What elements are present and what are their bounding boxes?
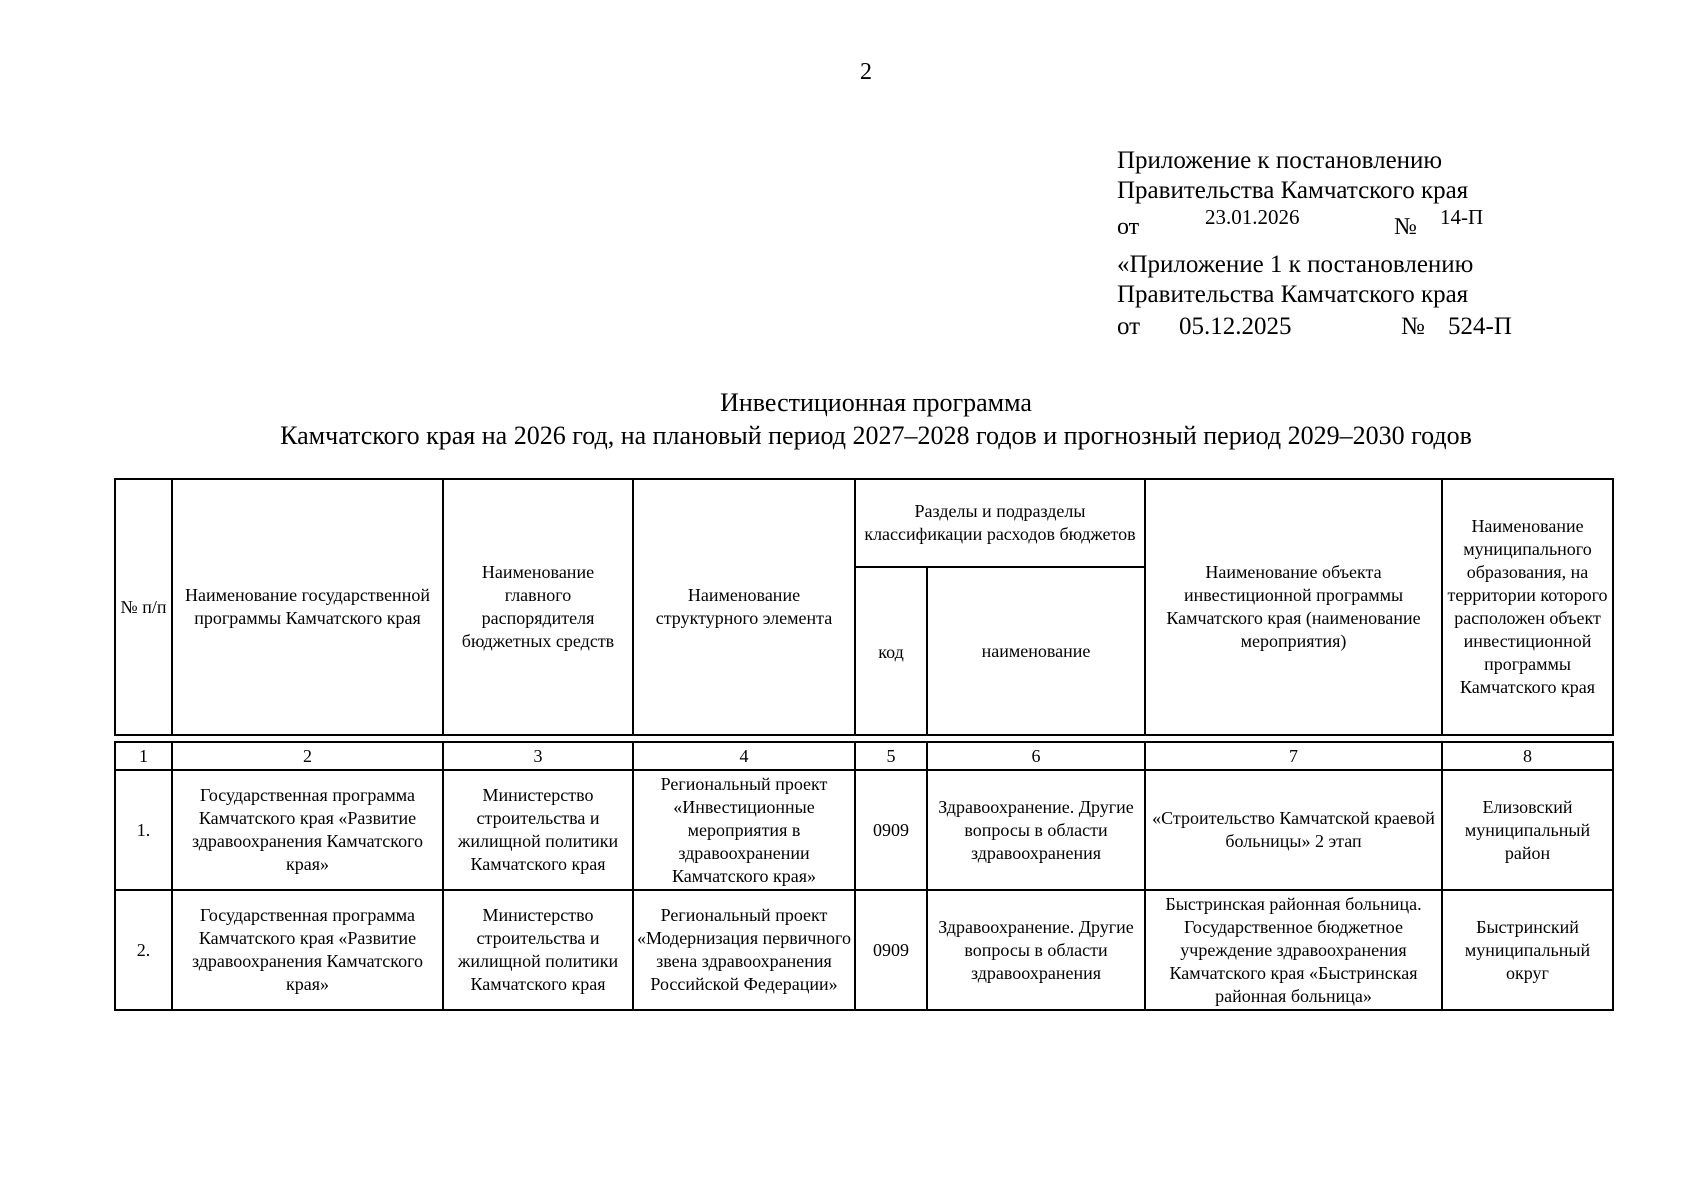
appendix-current-number-label: № [1394, 214, 1417, 240]
column-number: 4 [633, 742, 855, 770]
column-number: 2 [172, 742, 443, 770]
row-num: 1. [115, 770, 172, 890]
header-municipality: Наименование муниципального образования, на территории которого расположен объект инвестиционной программы Камчатского края [1442, 479, 1613, 735]
table-header [114, 478, 1614, 736]
row-municipality: Елизовский муниципальный район [1442, 770, 1613, 890]
header-element: Наименование структурного элемента [633, 479, 855, 735]
header-section-name: наименование [927, 567, 1145, 735]
row-code: 0909 [855, 890, 927, 1010]
row-element: Региональный проект «Инвестиционные мероприятия в здравоохранении Камчатского края» [633, 770, 855, 890]
appendix-previous-block [1117, 250, 1537, 344]
appendix-previous-date: 05.12.2025 [1179, 313, 1292, 340]
appendix-previous-number-label: № [1401, 313, 1425, 340]
row-object: «Строительство Камчатской краевой больницы» 2 этап [1145, 770, 1442, 890]
appendix-current-line2: Правительства Камчатского края [1117, 177, 1469, 204]
page-number: 2 [860, 59, 872, 85]
row-program: Государственная программа Камчатского края «Развитие здравоохранения Камчатского края» [172, 890, 443, 1010]
appendix-current-block [1117, 146, 1537, 240]
table-row [115, 770, 1613, 890]
column-number: 1 [115, 742, 172, 770]
column-number: 5 [855, 742, 927, 770]
header-num: № п/п [115, 479, 172, 735]
header-program: Наименование государственной программы Камчатского края [172, 479, 443, 735]
appendix-current-number: 14-П [1440, 205, 1484, 229]
header-code: код [855, 567, 927, 735]
table-row [115, 890, 1613, 1010]
appendix-current-date: 23.01.2026 [1205, 205, 1300, 229]
table-body [114, 741, 1614, 1011]
header-object: Наименование объекта инвестиционной программы Камчатского края (наименование мероприятия) [1145, 479, 1442, 735]
row-object: Быстринская районная больница. Государственное бюджетное учреждение здравоохранения Камчатского края «Быстринская районная больница» [1145, 890, 1442, 1010]
column-number: 8 [1442, 742, 1613, 770]
appendix-previous-reference [1117, 310, 1537, 344]
document-subtitle: Камчатского края на 2026 год, на плановый период 2027–2028 годов и прогнозный период 2029–2030 годов [280, 421, 1472, 450]
column-number: 3 [443, 742, 633, 770]
appendix-current-reference [1117, 206, 1537, 240]
appendix-previous-line1: «Приложение 1 к постановлению [1117, 251, 1474, 278]
column-number: 6 [927, 742, 1145, 770]
row-program: Государственная программа Камчатского края «Развитие здравоохранения Камчатского края» [172, 770, 443, 890]
row-municipality: Быстринский муниципальный округ [1442, 890, 1613, 1010]
appendix-current-from-label: от [1117, 214, 1140, 240]
appendix-previous-from-label: от [1117, 313, 1141, 340]
header-manager: Наименование главного распорядителя бюджетных средств [443, 479, 633, 735]
row-section-name: Здравоохранение. Другие вопросы в области здравоохранения [927, 770, 1145, 890]
document-title: Инвестиционная программа [720, 388, 1032, 417]
row-manager: Министерство строительства и жилищной политики Камчатского края [443, 770, 633, 890]
appendix-current-line1: Приложение к постановлению [1117, 147, 1443, 174]
row-element: Региональный проект «Модернизация первичного звена здравоохранения Российской Федерации» [633, 890, 855, 1010]
column-number: 7 [1145, 742, 1442, 770]
row-num: 2. [115, 890, 172, 1010]
appendix-previous-number: 524-П [1448, 313, 1512, 340]
header-sections-group: Разделы и подразделы классификации расходов бюджетов [855, 479, 1145, 567]
row-manager: Министерство строительства и жилищной политики Камчатского края [443, 890, 633, 1010]
row-section-name: Здравоохранение. Другие вопросы в области здравоохранения [927, 890, 1145, 1010]
row-code: 0909 [855, 770, 927, 890]
appendix-previous-line2: Правительства Камчатского края [1117, 281, 1469, 308]
column-number-row [115, 742, 1613, 770]
